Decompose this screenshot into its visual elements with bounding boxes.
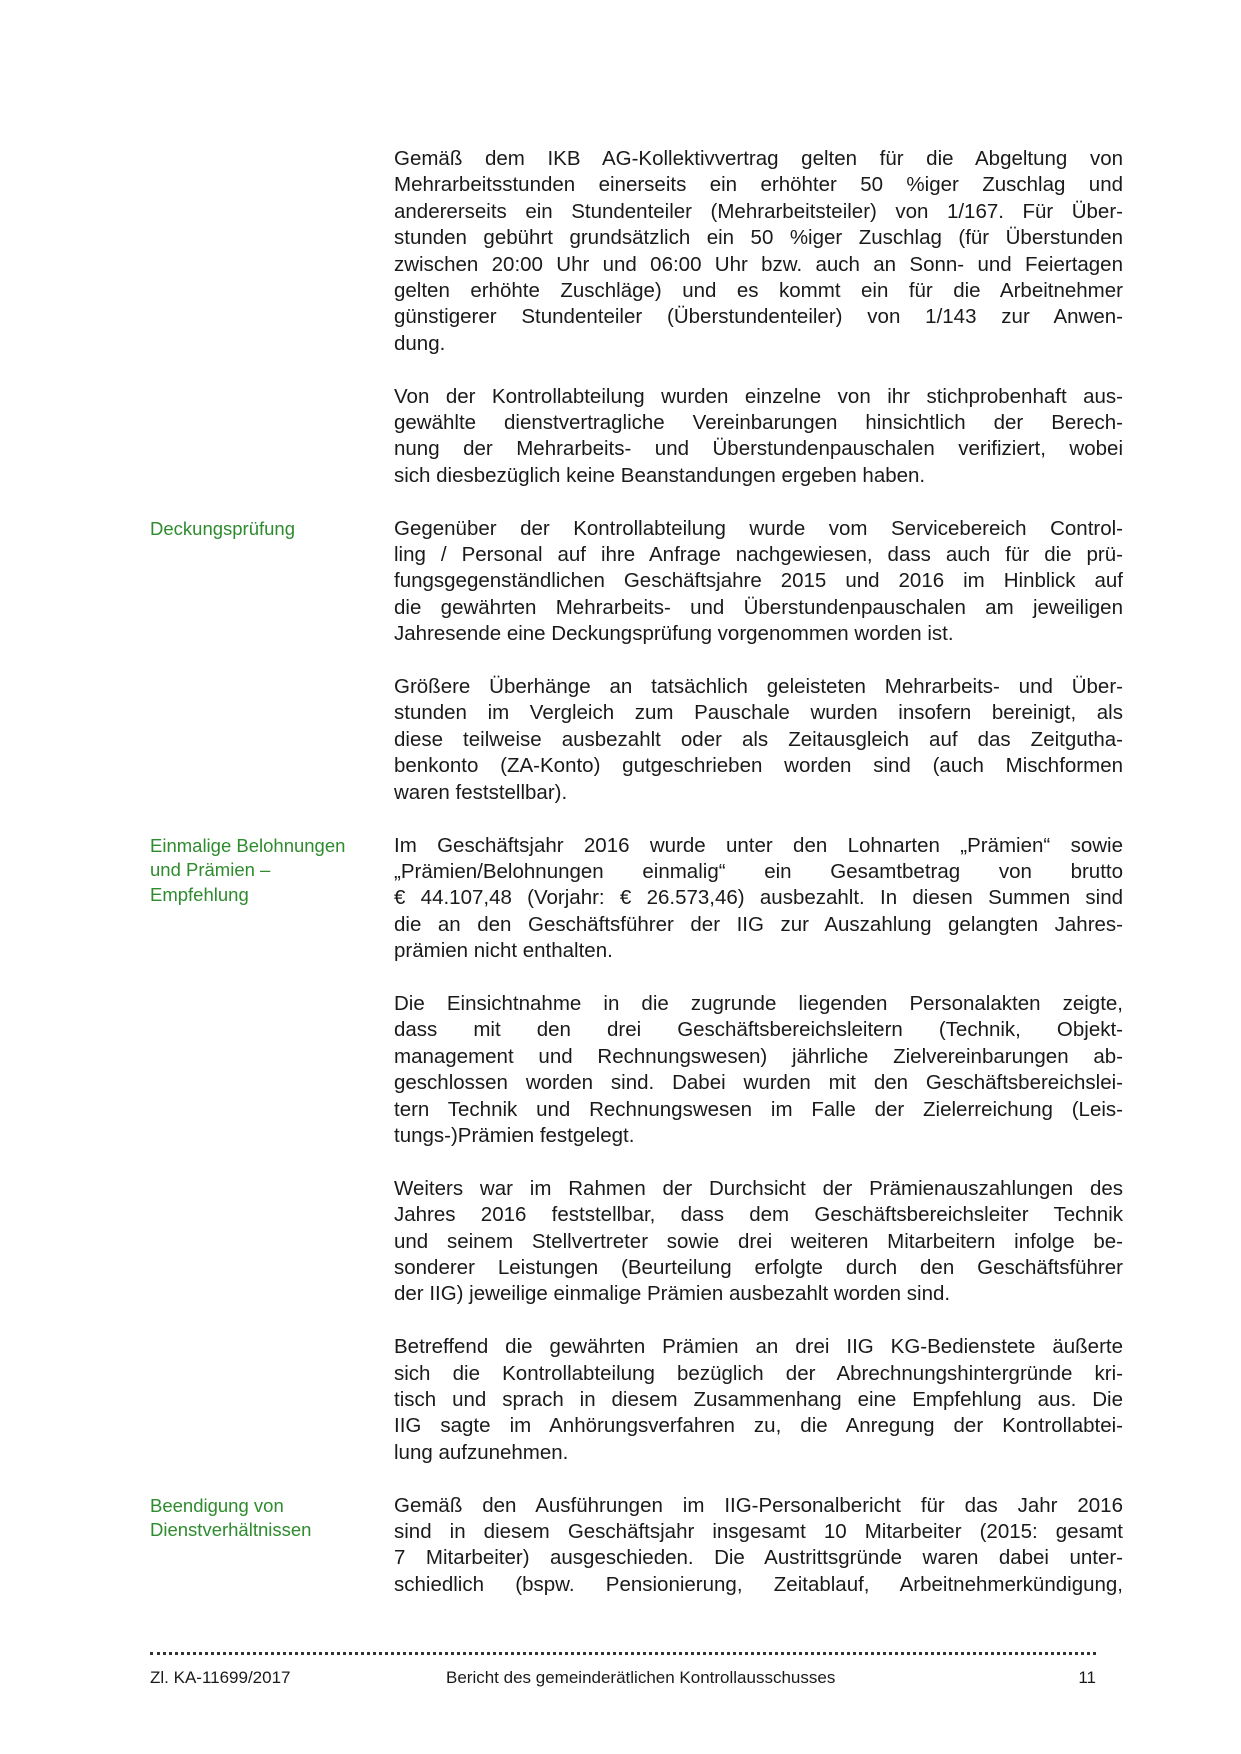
section (150, 991, 1123, 1149)
paragraph-line: Gegenüber der Kontrollabteilung wurde vom Servicebereich Control- (394, 516, 1123, 540)
paragraph-line: 7 Mitarbeiter) ausgeschieden. Die Austrittsgründe waren dabei unter- (394, 1546, 1123, 1570)
paragraph-line: tisch und sprach in diesem Zusammenhang eine Empfehlung aus. Die (394, 1387, 1123, 1411)
page-number: 11 (1078, 1668, 1096, 1687)
paragraph-line: geschlossen worden sind. Dabei wurden mit den Geschäftsbereichslei- (394, 1071, 1123, 1095)
paragraph-line: Größere Überhänge an tatsächlich geleisteten Mehrarbeits- und Über- (394, 675, 1123, 699)
paragraph-line: „Prämien/Belohnungen einmalig“ ein Gesamtbetrag von brutto (394, 859, 1123, 883)
section (150, 516, 1123, 648)
paragraph-line: Jahres 2016 feststellbar, dass dem Geschäftsbereichsleiter Technik (394, 1203, 1123, 1227)
paragraph (394, 674, 1123, 806)
margin-heading-line: Deckungsprüfung (150, 517, 296, 539)
margin-heading (150, 384, 394, 490)
margin-heading-line: Empfehlung (150, 883, 249, 905)
paragraph (394, 1493, 1123, 1599)
margin-heading-line: Einmalige Belohnungen (150, 834, 346, 856)
paragraph (394, 384, 1123, 490)
footer-divider (150, 1652, 1096, 1655)
document-body (150, 146, 1123, 1625)
paragraph-line: benkonto (ZA-Konto) gutgeschrieben worden sind (auch Mischformen (394, 754, 1123, 778)
margin-heading (150, 1493, 394, 1599)
margin-heading (150, 674, 394, 806)
margin-heading (150, 146, 394, 357)
paragraph-line: Gemäß dem IKB AG-Kollektivvertrag gelten für die Abgeltung von (394, 147, 1123, 170)
paragraph-line: günstigerer Stundenteiler (Überstundenteiler) von 1/143 zur Anwen- (394, 305, 1123, 329)
section (150, 1493, 1123, 1599)
section (150, 833, 1123, 965)
paragraph-line: sonderer Leistungen (Beurteilung erfolgte durch den Geschäftsführer (394, 1255, 1123, 1279)
paragraph-line: management und Rechnungswesen) jährliche Zielvereinbarungen ab- (394, 1044, 1123, 1068)
paragraph (394, 833, 1123, 965)
paragraph-line: gelten erhöhte Zuschläge) und es kommt ein für die Arbeitnehmer (394, 279, 1123, 303)
paragraph-line: sind in diesem Geschäftsjahr insgesamt 10 Mitarbeiter (2015: gesamt (394, 1520, 1123, 1543)
margin-heading (150, 1334, 394, 1466)
paragraph-line: tern Technik und Rechnungswesen im Falle der Zielerreichung (Leis- (394, 1097, 1123, 1121)
section (150, 1334, 1123, 1466)
paragraph-line: Betreffend die gewährten Prämien an drei IIG KG-Bedienstete äußerte (394, 1335, 1123, 1359)
paragraph (394, 1176, 1123, 1308)
paragraph-line: fungsgegenständlichen Geschäftsjahre 2015 und 2016 im Hinblick auf (394, 569, 1123, 593)
margin-heading-line: Beendigung von (150, 1494, 284, 1516)
paragraph-line: stunden gebührt grundsätzlich ein 50 %iger Zuschlag (für Überstunden (394, 226, 1123, 250)
paragraph-line: IIG sagte im Anhörungsverfahren zu, die Anregung der Kontrollabtei- (394, 1414, 1123, 1438)
paragraph-line: ling / Personal auf ihre Anfrage nachgewiesen, dass auch für die prü- (394, 543, 1123, 567)
margin-heading (150, 516, 394, 648)
paragraph-line: dass mit den drei Geschäftsbereichsleitern (Technik, Objekt- (394, 1018, 1123, 1042)
margin-heading (150, 833, 394, 965)
margin-heading-line: und Prämien – (150, 859, 271, 880)
paragraph-line: die an den Geschäftsführer der IIG zur Auszahlung gelangten Jahres- (394, 912, 1123, 936)
paragraph-line: € 44.107,48 (Vorjahr: € 26.573,46) ausbezahlt. In diesen Summen sind (394, 886, 1123, 910)
section (150, 384, 1123, 490)
paragraph-line: Jahresende eine Deckungsprüfung vorgenommen worden ist. (394, 622, 954, 646)
paragraph (394, 516, 1123, 648)
paragraph-line: waren feststellbar). (394, 780, 568, 804)
paragraph-line: sich diesbezüglich keine Beanstandungen ergeben haben. (394, 463, 926, 487)
paragraph-line: Die Einsichtnahme in die zugrunde liegenden Personalakten zeigte, (394, 991, 1123, 1015)
paragraph-line: zwischen 20:00 Uhr und 06:00 Uhr bzw. auch an Sonn- und Feiertagen (394, 252, 1123, 276)
paragraph-line: sich die Kontrollabteilung bezüglich der Abrechnungshintergründe kri- (394, 1361, 1123, 1385)
margin-heading (150, 1176, 394, 1308)
paragraph-line: Im Geschäftsjahr 2016 wurde unter den Lohnarten „Prämien“ sowie (394, 833, 1123, 857)
paragraph (394, 991, 1123, 1149)
paragraph-line: Von der Kontrollabteilung wurden einzelne von ihr stichprobenhaft aus- (394, 384, 1123, 408)
paragraph-line: schiedlich (bspw. Pensionierung, Zeitablauf, Arbeitnehmerkündigung, (394, 1572, 1123, 1596)
paragraph (394, 1334, 1123, 1466)
paragraph-line: diese teilweise ausbezahlt oder als Zeitausgleich auf das Zeitgutha- (394, 727, 1123, 751)
paragraph-line: tungs-)Prämien festgelegt. (394, 1123, 635, 1147)
paragraph-line: Gemäß den Ausführungen im IIG-Personalbericht für das Jahr 2016 (394, 1493, 1123, 1517)
margin-heading-line: Dienstverhältnissen (150, 1519, 312, 1541)
section (150, 1176, 1123, 1308)
section (150, 674, 1123, 806)
paragraph-line: Mehrarbeitsstunden einerseits ein erhöhter 50 %iger Zuschlag und (394, 173, 1123, 197)
margin-heading (150, 991, 394, 1149)
paragraph (394, 146, 1123, 357)
paragraph-line: die gewährten Mehrarbeits- und Überstundenpauschalen am jeweiligen (394, 595, 1123, 619)
paragraph-line: gewählte dienstvertragliche Vereinbarungen hinsichtlich der Berech- (394, 411, 1123, 435)
paragraph-line: andererseits ein Stundenteiler (Mehrarbeitsteiler) von 1/167. Für Über- (394, 199, 1123, 223)
paragraph-line: lung aufzunehmen. (394, 1440, 569, 1464)
section (150, 146, 1123, 357)
footer-reference: Zl. KA-11699/2017 (150, 1668, 291, 1687)
paragraph-line: Weiters war im Rahmen der Durchsicht der Prämienauszahlungen des (394, 1176, 1123, 1200)
paragraph-line: der IIG) jeweilige einmalige Prämien ausbezahlt worden sind. (394, 1282, 951, 1306)
paragraph-line: nung der Mehrarbeits- und Überstundenpauschalen verifiziert, wobei (394, 437, 1123, 461)
paragraph-line: dung. (394, 331, 446, 355)
paragraph-line: prämien nicht enthalten. (394, 939, 613, 963)
paragraph-line: stunden im Vergleich zum Pauschale wurden insofern bereinigt, als (394, 701, 1123, 725)
paragraph-line: und seinem Stellvertreter sowie drei weiteren Mitarbeitern infolge be- (394, 1229, 1123, 1253)
footer-title: Bericht des gemeinderätlichen Kontrollausschusses (446, 1668, 836, 1687)
